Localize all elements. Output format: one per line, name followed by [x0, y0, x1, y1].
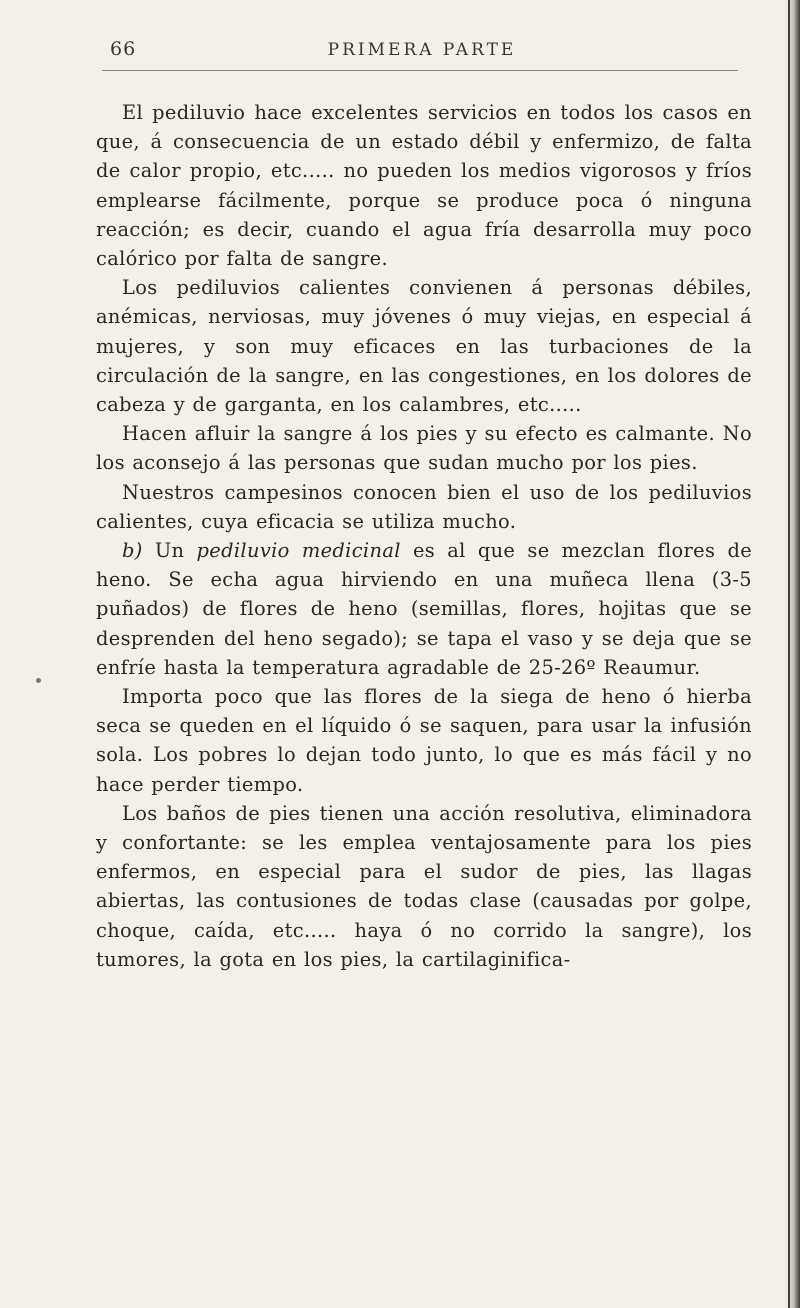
page-edge-line	[788, 0, 790, 1308]
margin-mark	[36, 678, 41, 683]
article-word: Un	[154, 539, 185, 563]
paragraph-5	[96, 536, 752, 682]
page-number: 66	[110, 38, 137, 60]
paragraph-3: Hacen afluir la sangre á los pies y su efecto es calmante. No los aconsejo á las personas que sudan mucho por los pies.	[96, 422, 752, 475]
paragraph-4: Nuestros campesinos conocen bien el uso de los pediluvios calientes, cuya eficacia se utiliza mucho.	[96, 480, 752, 533]
header-rule	[102, 70, 738, 71]
paragraph-5-text: es al que se mezclan flores de heno. Se echa agua hirviendo en una muñeca llena (3-5 puñados) de flores de heno (semillas, flores, hojitas que se desprenden del heno segado); se tapa el vaso y se deja que se enfríe hasta la temperatura agradable de 25-26º Reaumur.	[96, 539, 753, 679]
item-marker: b)	[122, 539, 143, 563]
paragraph-2: Los pediluvios calientes convienen á personas débiles, anémicas, nerviosas, muy jóvenes ó muy viejas, en especial á mujeres, y son muy eficaces en las turbaciones de la circulación de la sangre, en las congestiones, en los dolores de cabeza y de garganta, en los calambres, etc.....	[96, 276, 752, 417]
section-title: PRIMERA PARTE	[327, 40, 517, 60]
paragraph-6: Importa poco que las flores de la siega de heno ó hierba seca se queden en el líquido ó se saquen, para usar la infusión sola. Los pobres lo dejan todo junto, lo que es más fácil y no hace perder tiempo.	[96, 685, 752, 796]
paragraph-7: Los baños de pies tienen una acción resolutiva, eliminadora y confortante: se les emplea ventajosamente para los pies enfermos, en especial para el sudor de pies, las llagas abiertas, las contusiones de todas clase (causadas por golpe, choque, caída, etc..... haya ó no corrido la sangre), los tumores, la gota en los pies, la cartilaginifica-	[96, 801, 752, 971]
running-head	[96, 38, 748, 68]
paragraph-1: El pediluvio hace excelentes servicios en todos los casos en que, á consecuencia de un estado débil y enfermizo, de falta de calor propio, etc..... no pueden los medios vigorosos y fríos emplearse fácilmente, porque se produce poca ó ninguna reacción; es decir, cuando el agua fría desarrolla muy poco calórico por falta de sangre.	[96, 101, 752, 271]
italic-term: pediluvio medicinal	[196, 539, 401, 563]
body-text	[96, 98, 752, 974]
